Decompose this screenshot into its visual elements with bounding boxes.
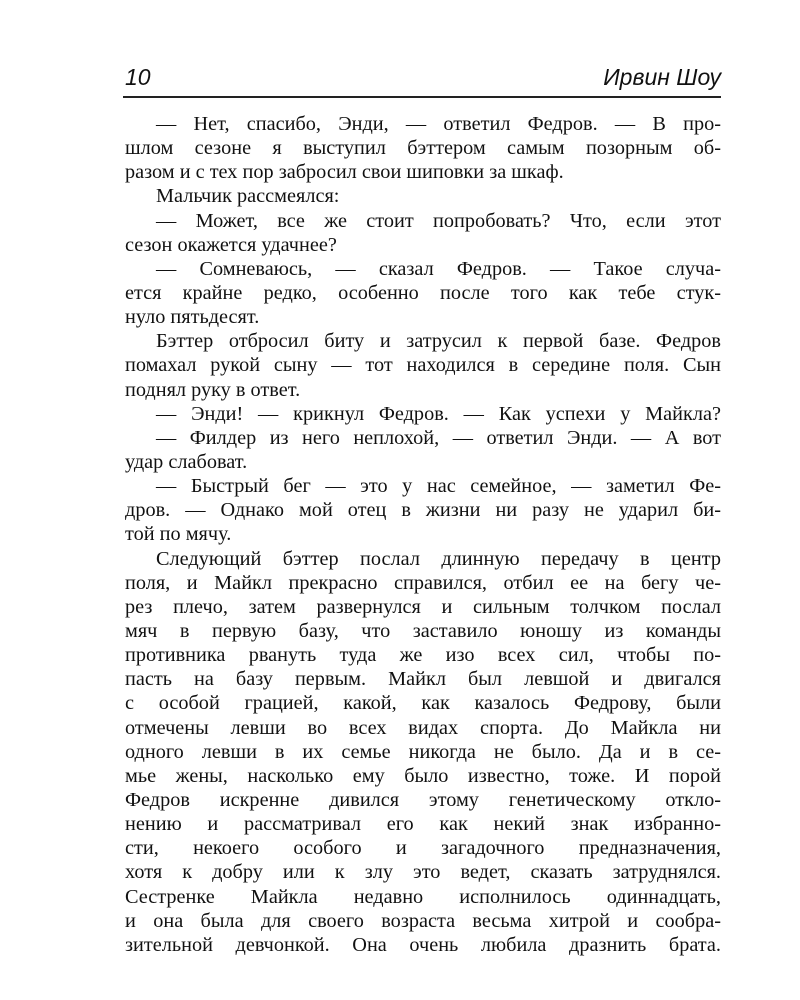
text-line: Следующий бэттер послал длинную передачу в центр: [156, 547, 721, 570]
header-rule: [123, 96, 721, 98]
text-line: мье жены, насколько ему было известно, тоже. И порой: [125, 764, 721, 787]
author-name: Ирвин Шоу: [603, 64, 721, 90]
text-line: с особой грацией, какой, как казалось Федрову, были: [125, 692, 721, 715]
text-line: нению и рассматривал его как некий знак избранно-: [125, 813, 721, 836]
text-line: сти, некоего особого и загадочного предназначения,: [125, 837, 721, 860]
text-line: одного левши в их семье никогда не было. Да и в се-: [125, 740, 721, 763]
text-line: дров. — Однако мой отец в жизни ни разу не ударил би-: [125, 499, 721, 522]
text-line: удар слабоват.: [125, 450, 248, 473]
text-line: нуло пятьдесят.: [125, 306, 260, 329]
text-line: — Энди! — крикнул Федров. — Как успехи у Майкла?: [156, 402, 721, 425]
page-body-text: [125, 112, 721, 957]
text-line: — Нет, спасибо, Энди, — ответил Федров. — В про-: [156, 113, 721, 135]
text-line: зительной девчонкой. Она очень любила дразнить брата.: [125, 933, 721, 956]
text-line: ется крайне редко, особенно после того как тебе стук-: [125, 281, 721, 304]
text-line: разом и с тех пор забросил свои шиповки за шкаф.: [125, 161, 564, 184]
text-line: Сестренке Майкла недавно исполнилось одиннадцать,: [125, 885, 721, 908]
text-line: поля, и Майкл прекрасно справился, отбил ее на бегу че-: [125, 571, 721, 594]
text-line: Бэттер отбросил биту и затрусил к первой базе. Федров: [156, 330, 721, 353]
text-line: хотя к добру или к злу это ведет, сказать затруднялся.: [125, 861, 721, 884]
text-line: шлом сезоне я выступил бэттером самым позорным об-: [125, 137, 721, 160]
text-line: отмечены левши во всех видах спорта. До Майкла ни: [125, 716, 721, 739]
text-line: — Быстрый бег — это у нас семейное, — заметил Фе-: [156, 475, 721, 498]
text-line: мяч в первую базу, что заставило юношу из команды: [125, 619, 721, 642]
text-line: Федров искренне дивился этому генетическому откло-: [125, 788, 721, 811]
text-line: и она была для своего возраста весьма хитрой и сообра-: [125, 909, 721, 932]
page-number: 10: [125, 64, 151, 90]
text-line: той по мячу.: [125, 523, 232, 546]
text-line: пасть на базу первым. Майкл был левшой и двигался: [125, 668, 721, 691]
text-line: помахал рукой сыну — тот находился в середине поля. Сын: [125, 354, 721, 377]
text-line: — Филдер из него неплохой, — ответил Энди. — А вот: [156, 426, 721, 449]
text-line: Мальчик рассмеялся:: [156, 185, 340, 208]
text-line: — Может, все же стоит попробовать? Что, если этот: [156, 209, 721, 232]
text-line: рез плечо, затем развернулся и сильным толчком послал: [125, 595, 721, 618]
text-line: поднял руку в ответ.: [125, 378, 301, 401]
text-line: противника рвануть туда же изо всех сил, чтобы по-: [125, 644, 721, 667]
text-line: сезон окажется удачнее?: [125, 233, 337, 256]
running-header: [125, 64, 721, 94]
text-line: — Сомневаюсь, — сказал Федров. — Такое случа-: [156, 257, 721, 280]
